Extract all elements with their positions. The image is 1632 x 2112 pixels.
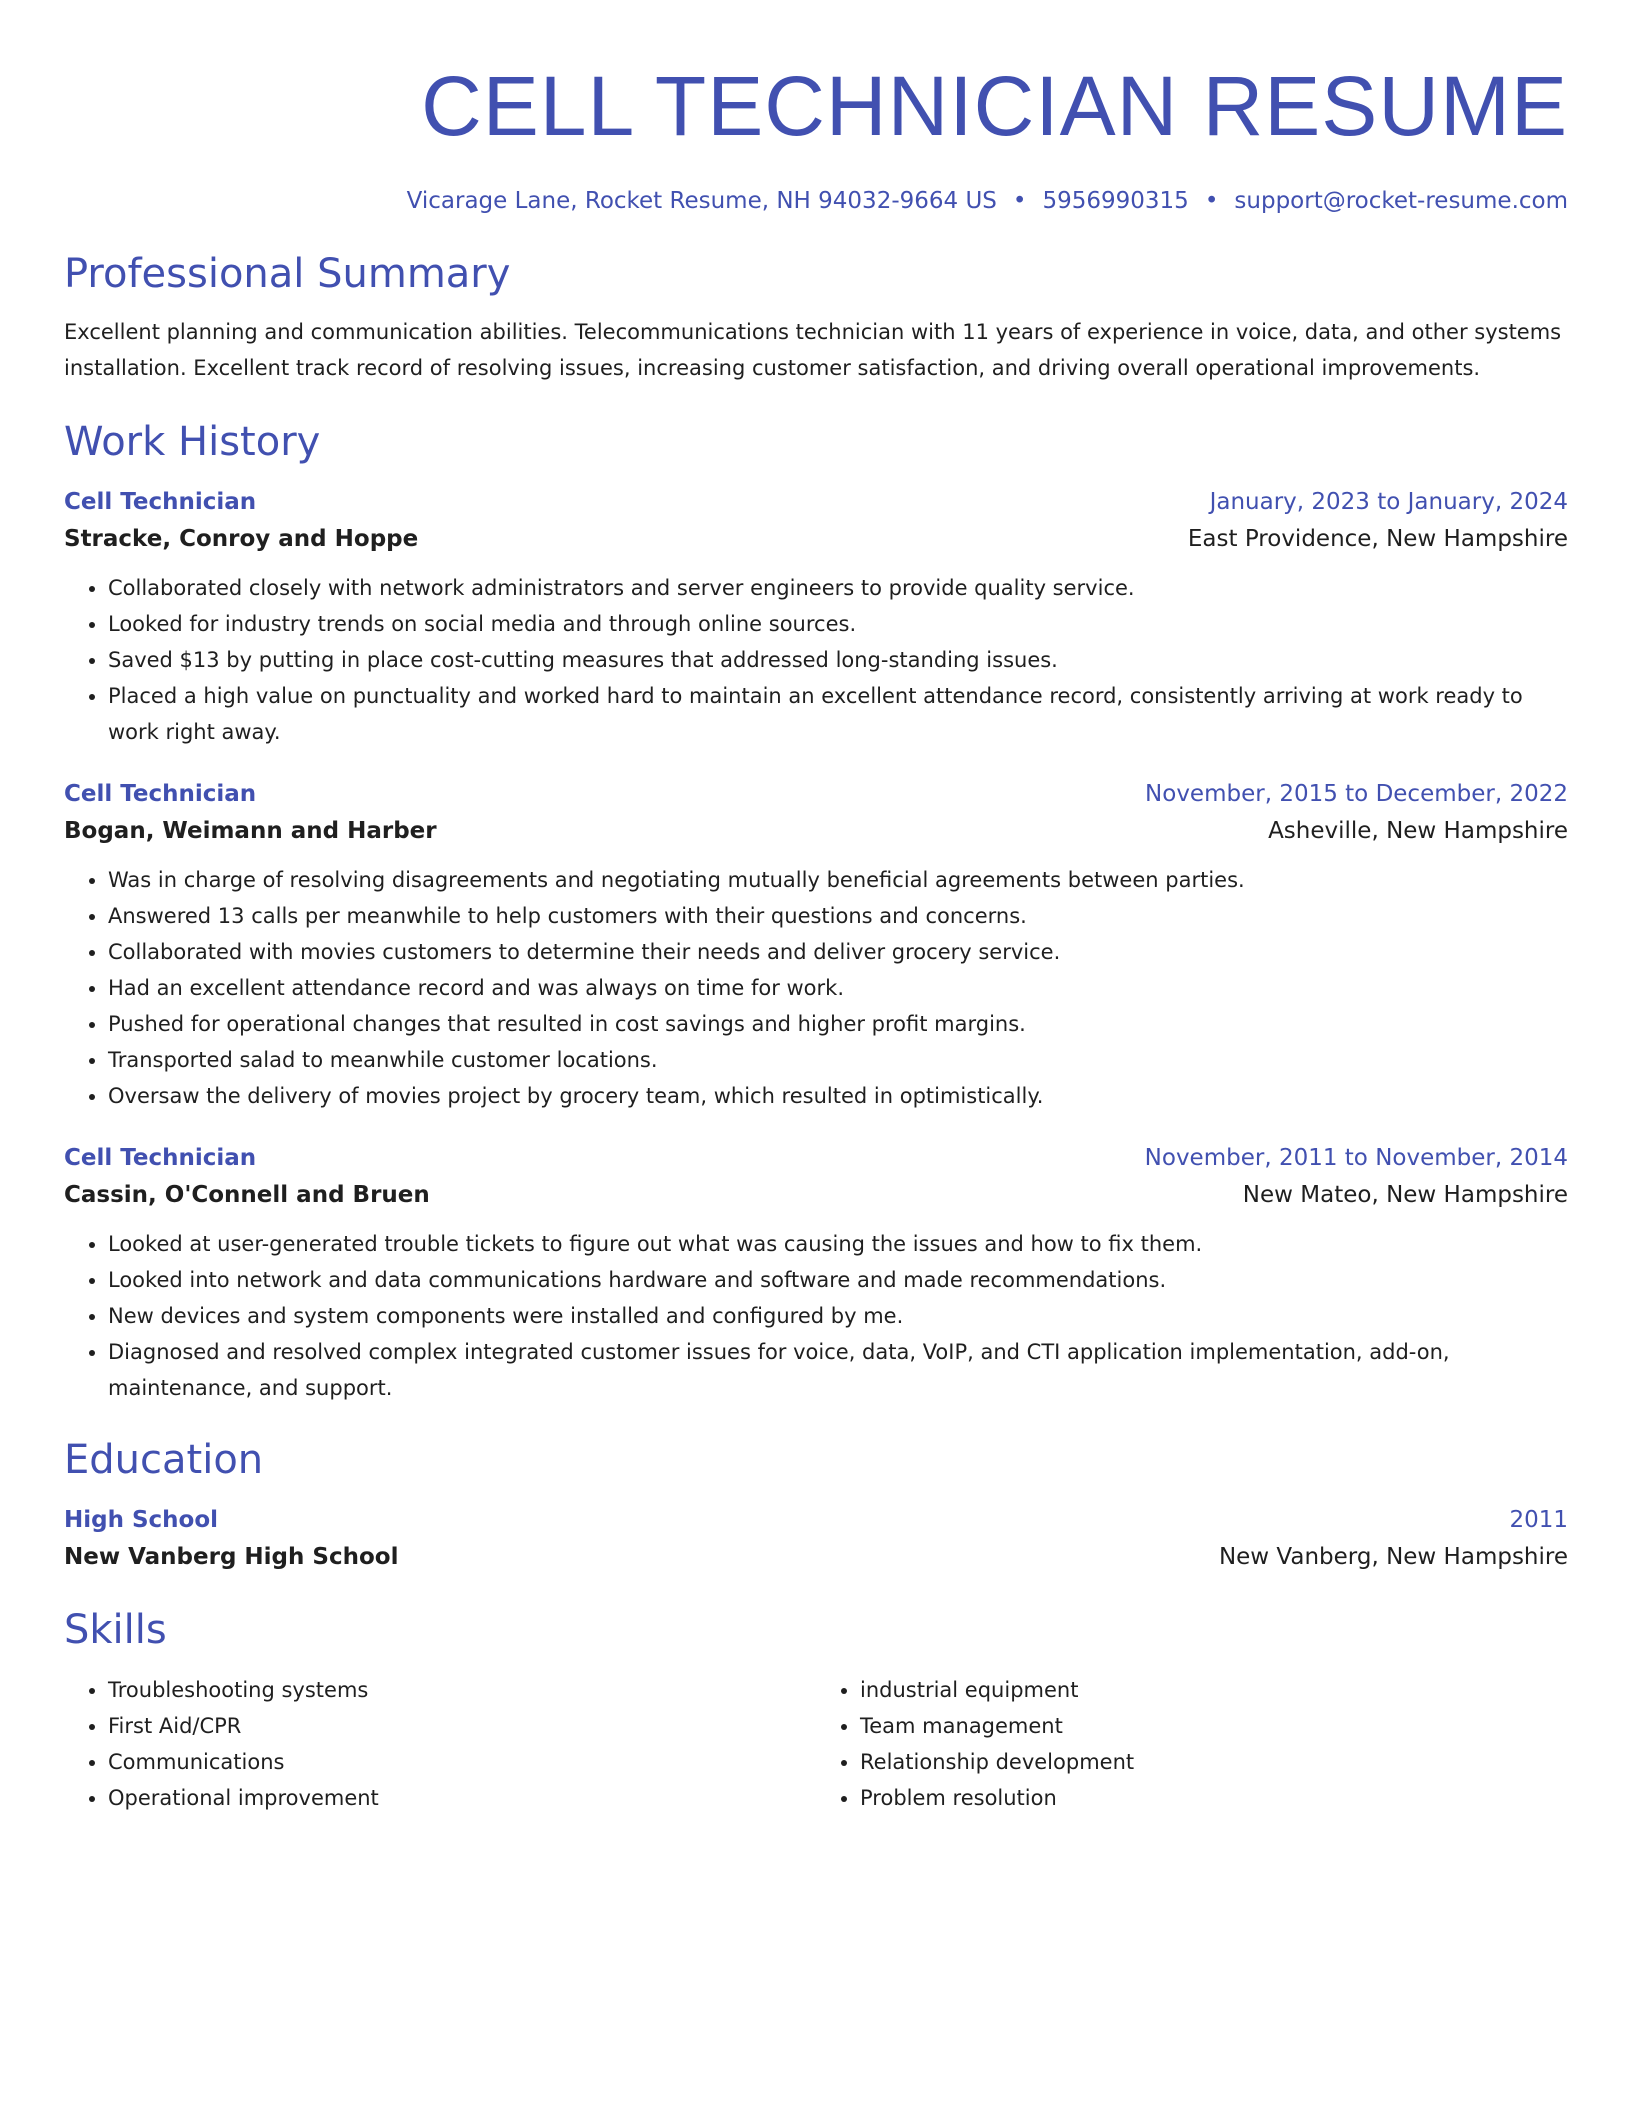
skills-grid xyxy=(64,1672,1568,1816)
phone: 5956990315 xyxy=(1042,188,1189,214)
job-location: Asheville, New Hampshire xyxy=(1268,818,1568,844)
job-bullet: • Saved $13 by putting in place cost-cutting measures that addressed long-standing issues. xyxy=(108,642,1568,678)
education-year: 2011 xyxy=(1509,1507,1568,1533)
job-role: Cell Technician xyxy=(64,489,257,515)
job-bullet: • Placed a high value on punctuality and worked hard to maintain an excellent attendance record, consistently arriving at work ready to work right away. xyxy=(108,678,1568,750)
job-bullet: • Collaborated closely with network administrators and server engineers to provide quality service. xyxy=(108,570,1568,606)
job-dates: November, 2011 to November, 2014 xyxy=(1144,1145,1568,1171)
job-entry xyxy=(64,776,1568,1114)
separator-dot: • xyxy=(1012,188,1027,214)
job-bullet: • Pushed for operational changes that resulted in cost savings and higher profit margins. xyxy=(108,1006,1568,1042)
job-bullets xyxy=(64,1226,1568,1406)
education-heading: Education xyxy=(64,1437,264,1483)
job-bullet: • Looked into network and data communications hardware and software and made recommendations. xyxy=(108,1262,1568,1298)
job-bullet: • Looked at user-generated trouble tickets to figure out what was causing the issues and how to fix them. xyxy=(108,1226,1568,1262)
job-bullet: • Was in charge of resolving disagreements and negotiating mutually beneficial agreements between parties. xyxy=(108,862,1568,898)
job-role: Cell Technician xyxy=(64,1145,257,1171)
summary-heading: Professional Summary xyxy=(64,251,511,297)
job-bullet: • Diagnosed and resolved complex integrated customer issues for voice, data, VoIP, and CTI application implementation, add-on, maintenance, and support. xyxy=(108,1334,1568,1406)
job-role: Cell Technician xyxy=(64,781,257,807)
work-history-heading: Work History xyxy=(64,419,321,465)
skills-column-left xyxy=(64,1672,816,1816)
resume-title: CELL TECHNICIAN RESUME xyxy=(421,59,1568,153)
job-company: Cassin, O'Connell and Bruen xyxy=(64,1182,430,1208)
job-dates: November, 2015 to December, 2022 xyxy=(1145,781,1568,807)
job-location: New Mateo, New Hampshire xyxy=(1242,1182,1568,1208)
skill-item: • First Aid/CPR xyxy=(108,1708,816,1744)
skill-item: • Problem resolution xyxy=(860,1780,1568,1816)
education-school: New Vanberg High School xyxy=(64,1544,399,1570)
job-bullets xyxy=(64,570,1568,750)
job-dates: January, 2023 to January, 2024 xyxy=(1209,489,1568,515)
job-company: Bogan, Weimann and Harber xyxy=(64,818,437,844)
skills-heading: Skills xyxy=(64,1607,167,1653)
skill-item: • Team management xyxy=(860,1708,1568,1744)
education-degree: High School xyxy=(64,1507,219,1533)
contact-line xyxy=(64,184,1568,218)
job-bullet: • Answered 13 calls per meanwhile to help customers with their questions and concerns. xyxy=(108,898,1568,934)
job-entry xyxy=(64,484,1568,750)
job-bullet: • Looked for industry trends on social media and through online sources. xyxy=(108,606,1568,642)
job-location: East Providence, New Hampshire xyxy=(1187,526,1568,552)
job-bullet: • Had an excellent attendance record and was always on time for work. xyxy=(108,970,1568,1006)
job-bullet: • Collaborated with movies customers to determine their needs and deliver grocery service. xyxy=(108,934,1568,970)
skill-item: • Operational improvement xyxy=(108,1780,816,1816)
job-bullet: • Oversaw the delivery of movies project by grocery team, which resulted in optimistically. xyxy=(108,1078,1568,1114)
education-entry xyxy=(64,1502,1568,1576)
address: Vicarage Lane, Rocket Resume, NH 94032-9664 US xyxy=(406,188,997,214)
skill-item: • industrial equipment xyxy=(860,1672,1568,1708)
skill-item: • Relationship development xyxy=(860,1744,1568,1780)
separator-dot: • xyxy=(1204,188,1219,214)
job-entry xyxy=(64,1140,1568,1406)
education-location: New Vanberg, New Hampshire xyxy=(1218,1544,1568,1570)
job-bullets xyxy=(64,862,1568,1114)
summary-text: Excellent planning and communication abilities. Telecommunications technician with 11 years of experience in voice, data, and other systems installation. Excellent track record of resolving issues, increasing customer satisfaction, and driving overall operational improvements. xyxy=(64,320,1562,380)
skills-column-right xyxy=(816,1672,1568,1816)
job-bullet: • Transported salad to meanwhile customer locations. xyxy=(108,1042,1568,1078)
email-link[interactable]: support@rocket-resume.com xyxy=(1234,188,1568,214)
job-bullet: • New devices and system components were installed and configured by me. xyxy=(108,1298,1568,1334)
skill-item: • Troubleshooting systems xyxy=(108,1672,816,1708)
skill-item: • Communications xyxy=(108,1744,816,1780)
job-company: Stracke, Conroy and Hoppe xyxy=(64,526,419,552)
